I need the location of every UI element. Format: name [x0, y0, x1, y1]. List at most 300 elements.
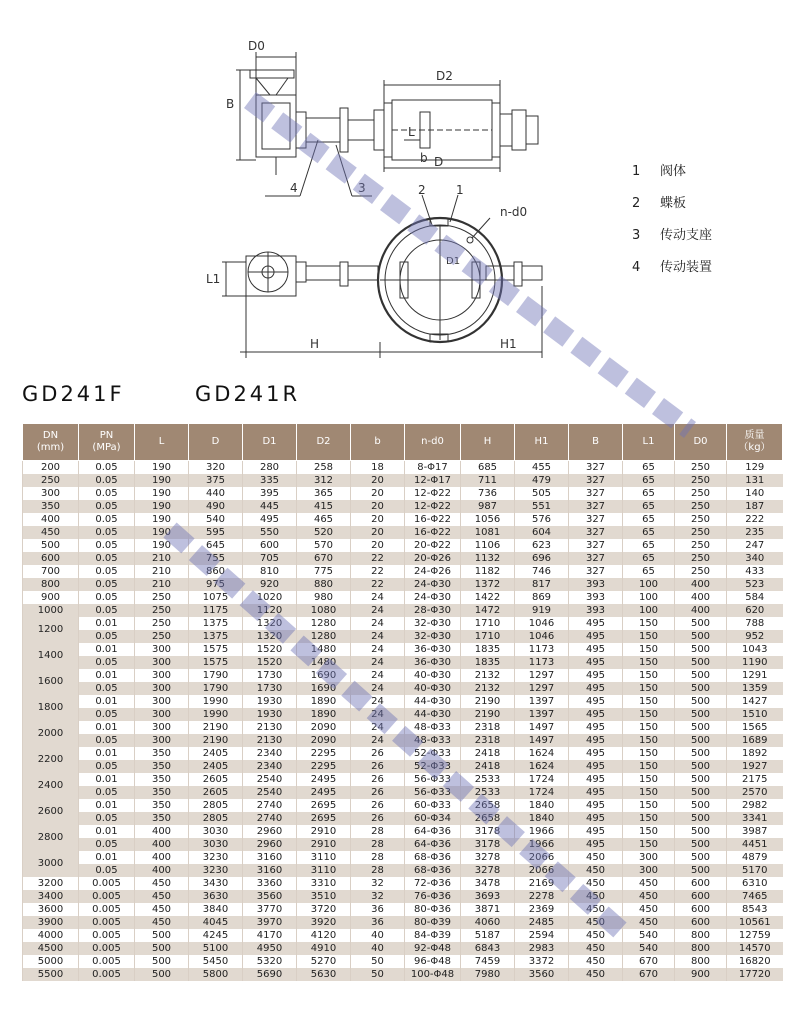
table-cell: 450 — [23, 526, 79, 539]
table-cell: 6843 — [461, 942, 515, 955]
table-cell: 0.005 — [79, 942, 135, 955]
table-row — [23, 682, 783, 695]
table-cell: 12759 — [727, 929, 783, 942]
table-cell: 3278 — [461, 864, 515, 877]
legend-number: 4 — [632, 260, 641, 275]
table-cell: 800 — [675, 955, 727, 968]
table-cell: 327 — [569, 526, 623, 539]
table-cell: 56-Φ33 — [405, 786, 461, 799]
table-cell: 0.05 — [79, 630, 135, 643]
table-cell: 495 — [569, 734, 623, 747]
table-cell: 1730 — [243, 669, 297, 682]
table-cell: 1320 — [243, 617, 297, 630]
table-cell: 250 — [23, 474, 79, 487]
parts-legend — [632, 162, 782, 290]
table-cell: 100 — [623, 578, 675, 591]
table-cell: 100-Φ48 — [405, 968, 461, 981]
table-cell: 4910 — [297, 942, 351, 955]
table-cell: 327 — [569, 500, 623, 513]
table-cell: 300 — [135, 734, 189, 747]
table-cell: 7465 — [727, 890, 783, 903]
table-cell: 975 — [189, 578, 243, 591]
table-cell: 16820 — [727, 955, 783, 968]
table-cell: 17720 — [727, 968, 783, 981]
table-cell: 24 — [351, 643, 405, 656]
table-cell: 2130 — [243, 734, 297, 747]
table-cell: 250 — [675, 474, 727, 487]
table-cell: 2485 — [515, 916, 569, 929]
table-cell: 495 — [569, 812, 623, 825]
table-cell: 40-Φ30 — [405, 669, 461, 682]
table-cell: 505 — [515, 487, 569, 500]
table-cell: 670 — [623, 955, 675, 968]
table-cell: 65 — [623, 474, 675, 487]
table-cell: 3970 — [243, 916, 297, 929]
table-cell: 900 — [23, 591, 79, 604]
table-cell: 0.05 — [79, 500, 135, 513]
table-cell: 1427 — [727, 695, 783, 708]
label-part3: 3 — [358, 181, 366, 195]
table-cell: 24 — [351, 669, 405, 682]
table-cell: 987 — [461, 500, 515, 513]
column-header: L — [135, 424, 189, 461]
table-cell: 190 — [135, 500, 189, 513]
table-cell: 595 — [189, 526, 243, 539]
table-cell: 0.05 — [79, 864, 135, 877]
table-cell: 3510 — [297, 890, 351, 903]
table-row — [23, 825, 783, 838]
table-row — [23, 734, 783, 747]
table-row — [23, 474, 783, 487]
label-d2: D2 — [436, 69, 453, 83]
table-cell: 450 — [623, 916, 675, 929]
table-cell: 600 — [243, 539, 297, 552]
table-cell: 300 — [135, 656, 189, 669]
table-row — [23, 864, 783, 877]
table-cell: 500 — [675, 734, 727, 747]
column-header: D0 — [675, 424, 727, 461]
table-cell: 350 — [135, 812, 189, 825]
table-cell: 0.05 — [79, 487, 135, 500]
table-cell: 0.05 — [79, 786, 135, 799]
table-cell: 250 — [135, 630, 189, 643]
table-cell: 0.05 — [79, 734, 135, 747]
table-cell: 670 — [623, 968, 675, 981]
table-cell: 40 — [351, 942, 405, 955]
table-cell: 2190 — [189, 721, 243, 734]
table-cell: 28 — [351, 825, 405, 838]
table-cell: 1840 — [515, 799, 569, 812]
table-cell: 2695 — [297, 799, 351, 812]
table-cell: 350 — [135, 799, 189, 812]
table-cell: 3693 — [461, 890, 515, 903]
table-body — [23, 461, 783, 982]
table-row — [23, 526, 783, 539]
table-cell: 400 — [675, 578, 727, 591]
table-cell: 1892 — [727, 747, 783, 760]
table-cell: 705 — [243, 552, 297, 565]
label-b-left: B — [226, 97, 235, 111]
table-cell: 150 — [623, 825, 675, 838]
table-cell: 495 — [569, 617, 623, 630]
side-view — [226, 39, 538, 196]
table-cell: 500 — [675, 786, 727, 799]
table-cell: 150 — [623, 695, 675, 708]
table-cell: 3110 — [297, 851, 351, 864]
table-cell: 0.05 — [79, 565, 135, 578]
table-cell: 32-Φ30 — [405, 630, 461, 643]
table-cell: 2605 — [189, 773, 243, 786]
table-cell: 72-Φ36 — [405, 877, 461, 890]
table-cell: 395 — [243, 487, 297, 500]
table-cell: 2800 — [23, 825, 79, 851]
table-cell: 1375 — [189, 630, 243, 643]
table-cell: 64-Φ36 — [405, 838, 461, 851]
table-cell: 0.01 — [79, 721, 135, 734]
table-cell: 500 — [675, 617, 727, 630]
table-cell: 350 — [135, 760, 189, 773]
table-cell: 500 — [675, 630, 727, 643]
table-cell: 200 — [23, 461, 79, 475]
table-cell: 2090 — [297, 734, 351, 747]
table-cell: 8-Φ17 — [405, 461, 461, 475]
table-cell: 1575 — [189, 656, 243, 669]
legend-item — [632, 226, 782, 258]
table-cell: 5630 — [297, 968, 351, 981]
table-cell: 450 — [569, 929, 623, 942]
table-cell: 1575 — [189, 643, 243, 656]
table-cell: 250 — [135, 617, 189, 630]
table-cell: 250 — [675, 526, 727, 539]
table-cell: 440 — [189, 487, 243, 500]
table-cell: 551 — [515, 500, 569, 513]
table-cell: 2369 — [515, 903, 569, 916]
table-cell: 312 — [297, 474, 351, 487]
table-cell: 56-Φ33 — [405, 773, 461, 786]
model-gd241r: GD241R — [195, 382, 301, 406]
table-cell: 65 — [623, 539, 675, 552]
table-cell: 495 — [569, 825, 623, 838]
table-cell: 540 — [623, 942, 675, 955]
table-cell: 3400 — [23, 890, 79, 903]
table-cell: 24 — [351, 695, 405, 708]
table-cell: 36 — [351, 903, 405, 916]
column-header: D — [189, 424, 243, 461]
table-cell: 2533 — [461, 773, 515, 786]
table-header — [23, 424, 783, 461]
table-cell: 16-Φ22 — [405, 526, 461, 539]
table-cell: 26 — [351, 786, 405, 799]
table-cell: 24 — [351, 721, 405, 734]
table-cell: 3110 — [297, 864, 351, 877]
table-cell: 210 — [135, 578, 189, 591]
table-cell: 24-Φ26 — [405, 565, 461, 578]
table-cell: 1510 — [727, 708, 783, 721]
table-cell: 1930 — [243, 708, 297, 721]
table-row — [23, 695, 783, 708]
model-gd241f: GD241F — [22, 382, 125, 406]
table-cell: 3920 — [297, 916, 351, 929]
table-cell: 24 — [351, 734, 405, 747]
table-cell: 3178 — [461, 838, 515, 851]
table-cell: 1173 — [515, 656, 569, 669]
dimension-table — [22, 423, 783, 981]
table-cell: 300 — [135, 669, 189, 682]
table-cell: 670 — [297, 552, 351, 565]
table-cell: 1927 — [727, 760, 783, 773]
table-row — [23, 617, 783, 630]
table-cell: 500 — [675, 747, 727, 760]
table-cell: 400 — [135, 851, 189, 864]
table-cell: 500 — [675, 851, 727, 864]
label-l: L — [408, 125, 415, 139]
table-cell: 150 — [623, 812, 675, 825]
table-cell: 1075 — [189, 591, 243, 604]
table-cell: 2594 — [515, 929, 569, 942]
table-cell: 465 — [297, 513, 351, 526]
table-cell: 1724 — [515, 773, 569, 786]
table-cell: 32-Φ30 — [405, 617, 461, 630]
table-cell: 2658 — [461, 799, 515, 812]
table-cell: 300 — [23, 487, 79, 500]
table-cell: 14570 — [727, 942, 783, 955]
table-cell: 1200 — [23, 617, 79, 643]
table-row — [23, 630, 783, 643]
table-cell: 0.05 — [79, 708, 135, 721]
table-cell: 393 — [569, 604, 623, 617]
table-cell: 393 — [569, 578, 623, 591]
table-cell: 584 — [727, 591, 783, 604]
table-cell: 1990 — [189, 695, 243, 708]
table-cell: 1790 — [189, 682, 243, 695]
table-cell: 0.01 — [79, 773, 135, 786]
table-cell: 1472 — [461, 604, 515, 617]
table-cell: 16-Φ22 — [405, 513, 461, 526]
table-row — [23, 721, 783, 734]
table-cell: 1280 — [297, 617, 351, 630]
table-cell: 65 — [623, 461, 675, 475]
table-cell: 65 — [623, 552, 675, 565]
table-cell: 523 — [727, 578, 783, 591]
table-cell: 800 — [675, 942, 727, 955]
table-cell: 1320 — [243, 630, 297, 643]
table-cell: 869 — [515, 591, 569, 604]
table-cell: 250 — [675, 565, 727, 578]
table-cell: 24 — [351, 630, 405, 643]
table-cell: 0.01 — [79, 851, 135, 864]
table-cell: 0.005 — [79, 916, 135, 929]
table-cell: 5800 — [189, 968, 243, 981]
column-header: D2 — [297, 424, 351, 461]
table-cell: 150 — [623, 656, 675, 669]
table-cell: 495 — [569, 773, 623, 786]
table-cell: 6310 — [727, 877, 783, 890]
table-cell: 433 — [727, 565, 783, 578]
table-cell: 150 — [623, 734, 675, 747]
table-cell: 495 — [569, 747, 623, 760]
table-cell: 393 — [569, 591, 623, 604]
table-cell: 1520 — [243, 656, 297, 669]
table-cell: 500 — [135, 968, 189, 981]
table-row — [23, 539, 783, 552]
table-cell: 100 — [623, 604, 675, 617]
table-cell: 100 — [623, 591, 675, 604]
label-part4: 4 — [290, 181, 298, 195]
table-cell: 28 — [351, 851, 405, 864]
table-row — [23, 747, 783, 760]
table-cell: 3160 — [243, 864, 297, 877]
table-cell: 36-Φ30 — [405, 643, 461, 656]
table-cell: 20 — [351, 474, 405, 487]
table-row — [23, 786, 783, 799]
table-cell: 1372 — [461, 578, 515, 591]
table-cell: 952 — [727, 630, 783, 643]
table-row — [23, 773, 783, 786]
table-cell: 24 — [351, 604, 405, 617]
table-cell: 3560 — [243, 890, 297, 903]
table-cell: 600 — [675, 903, 727, 916]
table-cell: 5500 — [23, 968, 79, 981]
table-cell: 0.01 — [79, 825, 135, 838]
table-cell: 1835 — [461, 656, 515, 669]
table-cell: 84-Φ39 — [405, 929, 461, 942]
table-row — [23, 903, 783, 916]
table-cell: 520 — [297, 526, 351, 539]
table-cell: 3030 — [189, 825, 243, 838]
table-cell: 60-Φ33 — [405, 799, 461, 812]
table-row — [23, 877, 783, 890]
table-cell: 50 — [351, 968, 405, 981]
table-cell: 495 — [569, 630, 623, 643]
table-cell: 1056 — [461, 513, 515, 526]
table-cell: 500 — [675, 812, 727, 825]
table-cell: 1182 — [461, 565, 515, 578]
table-cell: 1175 — [189, 604, 243, 617]
table-cell: 400 — [135, 825, 189, 838]
table-cell: 3030 — [189, 838, 243, 851]
table-cell: 65 — [623, 500, 675, 513]
legend-text: 传动装置 — [660, 260, 713, 275]
table-cell: 150 — [623, 708, 675, 721]
table-cell: 2340 — [243, 747, 297, 760]
table-cell: 600 — [675, 890, 727, 903]
table-cell: 190 — [135, 539, 189, 552]
table-cell: 495 — [569, 682, 623, 695]
table-cell: 604 — [515, 526, 569, 539]
table-cell: 4060 — [461, 916, 515, 929]
table-cell: 1000 — [23, 604, 79, 617]
table-cell: 1081 — [461, 526, 515, 539]
legend-number: 2 — [632, 196, 641, 211]
legend-item — [632, 162, 782, 194]
table-cell: 0.05 — [79, 604, 135, 617]
table-cell: 495 — [569, 721, 623, 734]
table-cell: 129 — [727, 461, 783, 475]
table-cell: 0.05 — [79, 526, 135, 539]
table-cell: 2540 — [243, 773, 297, 786]
table-cell: 250 — [675, 552, 727, 565]
legend-number: 1 — [632, 164, 641, 179]
table-cell: 900 — [675, 968, 727, 981]
table-cell: 2695 — [297, 812, 351, 825]
table-cell: 2570 — [727, 786, 783, 799]
table-cell: 455 — [515, 461, 569, 475]
table-cell: 1400 — [23, 643, 79, 669]
table-cell: 150 — [623, 617, 675, 630]
table-cell: 327 — [569, 565, 623, 578]
table-cell: 1790 — [189, 669, 243, 682]
table-cell: 1840 — [515, 812, 569, 825]
table-cell: 24 — [351, 656, 405, 669]
table-cell: 2295 — [297, 747, 351, 760]
table-cell: 150 — [623, 838, 675, 851]
table-cell: 500 — [675, 825, 727, 838]
table-cell: 0.05 — [79, 539, 135, 552]
table-cell: 24-Φ30 — [405, 578, 461, 591]
table-cell: 36-Φ30 — [405, 656, 461, 669]
table-cell: 500 — [675, 721, 727, 734]
table-cell: 2200 — [23, 747, 79, 773]
table-cell: 3430 — [189, 877, 243, 890]
table-cell: 1690 — [297, 682, 351, 695]
table-cell: 1480 — [297, 643, 351, 656]
table-row — [23, 604, 783, 617]
table-cell: 576 — [515, 513, 569, 526]
table-cell: 8543 — [727, 903, 783, 916]
table-cell: 400 — [135, 838, 189, 851]
table-cell: 490 — [189, 500, 243, 513]
table-cell: 20-Φ22 — [405, 539, 461, 552]
table-cell: 3160 — [243, 851, 297, 864]
table-cell: 919 — [515, 604, 569, 617]
table-cell: 190 — [135, 487, 189, 500]
table-cell: 5450 — [189, 955, 243, 968]
table-cell: 32 — [351, 877, 405, 890]
table-cell: 3560 — [515, 968, 569, 981]
table-cell: 0.05 — [79, 760, 135, 773]
table-cell: 920 — [243, 578, 297, 591]
table-cell: 500 — [675, 760, 727, 773]
table-cell: 250 — [675, 539, 727, 552]
table-cell: 2405 — [189, 747, 243, 760]
table-cell: 80-Φ36 — [405, 903, 461, 916]
table-cell: 22 — [351, 565, 405, 578]
table-cell: 540 — [189, 513, 243, 526]
table-cell: 540 — [623, 929, 675, 942]
table-cell: 40-Φ30 — [405, 682, 461, 695]
label-b-small: b — [420, 151, 428, 165]
table-cell: 327 — [569, 474, 623, 487]
table-cell: 0.01 — [79, 747, 135, 760]
table-cell: 365 — [297, 487, 351, 500]
table-cell: 48-Φ33 — [405, 721, 461, 734]
table-cell: 2132 — [461, 669, 515, 682]
table-cell: 1966 — [515, 825, 569, 838]
table-row — [23, 578, 783, 591]
table-cell: 20 — [351, 539, 405, 552]
table-cell: 800 — [675, 929, 727, 942]
column-header: H — [461, 424, 515, 461]
table-cell: 5100 — [189, 942, 243, 955]
table-cell: 210 — [135, 565, 189, 578]
table-cell: 12-Φ22 — [405, 500, 461, 513]
table-cell: 0.01 — [79, 643, 135, 656]
column-header: 质量 （kg） — [727, 424, 783, 461]
table-row — [23, 669, 783, 682]
column-header: D1 — [243, 424, 297, 461]
table-cell: 2295 — [297, 760, 351, 773]
table-cell: 131 — [727, 474, 783, 487]
